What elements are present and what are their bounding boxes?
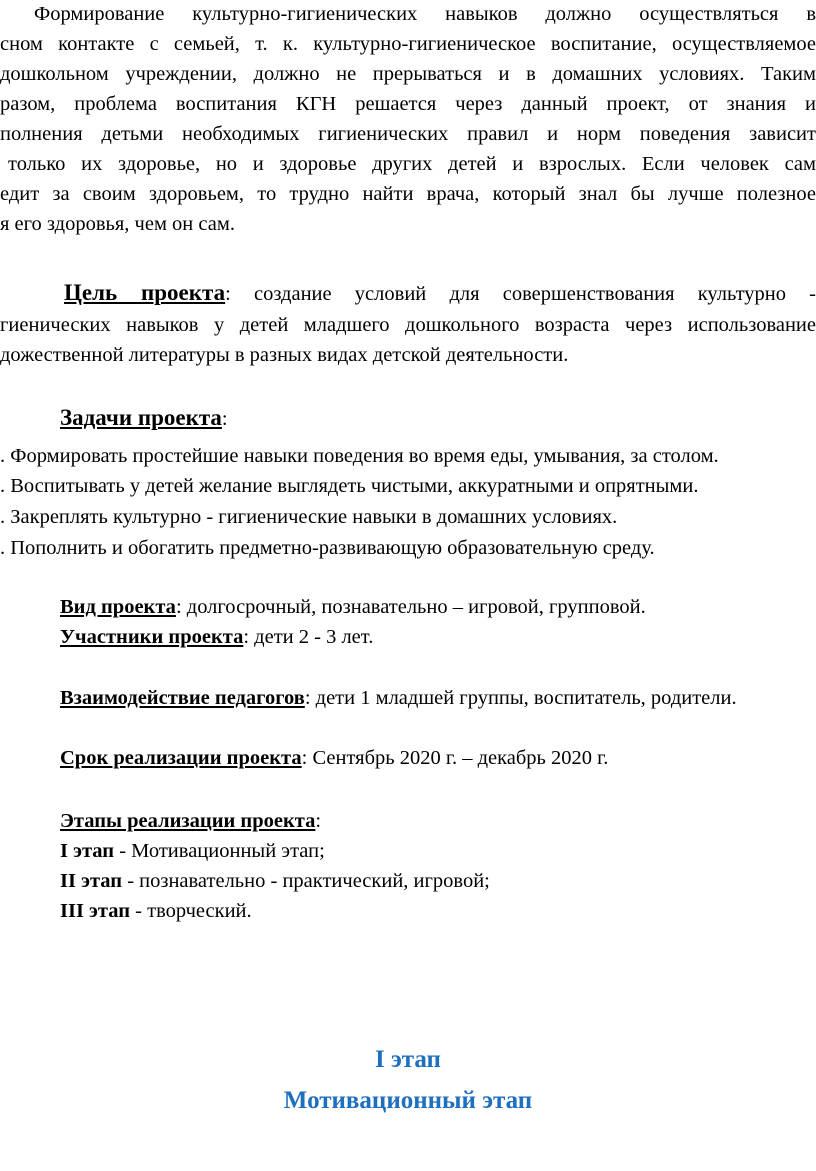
project-type-label: Вид проекта: [60, 596, 176, 618]
interaction-value: дети 1 младшей группы, воспитатель, родители.: [310, 687, 737, 709]
intro-line: дошкольном учреждении, должно не прерываться и в домашних условиях. Таким: [0, 63, 816, 85]
tasks-colon: :: [221, 408, 228, 430]
intro-line: Формирование культурно-гигиенических навыков должно осуществляться в: [34, 3, 816, 25]
project-type-colon: :: [175, 596, 182, 618]
participants-label: Участники проекта: [60, 626, 244, 648]
stages-label: Этапы реализации проекта: [60, 810, 316, 832]
task-item: . Пополнить и обогатить предметно-развивающую образовательную среду.: [0, 537, 655, 559]
intro-line: разом, проблема воспитания КГН решается через данный проект, от знания и: [0, 93, 816, 115]
goal-colon: :: [225, 283, 231, 305]
project-type: [60, 595, 646, 619]
project-participants: [60, 625, 373, 649]
goal-label: Цель проекта: [64, 280, 226, 305]
stage-name: II этап: [60, 870, 123, 892]
term-label: Срок реализации проекта: [60, 747, 302, 769]
goal-line: гиенических навыков у детей младшего дошкольного возраста через использование: [0, 314, 816, 336]
interaction-colon: :: [304, 687, 311, 709]
stage-text: - творческий.: [130, 900, 252, 922]
tasks-heading: [60, 406, 228, 431]
term-value: Сентябрь 2020 г. – декабрь 2020 г.: [307, 747, 609, 769]
task-item: . Воспитывать у детей желание выглядеть чистыми, аккуратными и опрятными.: [0, 475, 699, 497]
intro-line: едит за своим здоровьем, то трудно найти врача, который знал бы лучше полезное: [0, 183, 816, 205]
interaction-label: Взаимодействие педагогов: [60, 687, 305, 709]
goal-line: [0, 281, 816, 306]
task-item: . Формировать простейшие навыки поведения во время еды, умывания, за столом.: [0, 445, 719, 467]
section-subtitle: Мотивационный этап: [283, 1087, 533, 1114]
intro-line: только их здоровье, но и здоровье других детей и взрослых. Если человек сам: [8, 153, 816, 175]
intro-line: сном контакте с семьей, т. к. культурно-гигиеническое воспитание, осуществляемое: [0, 33, 816, 55]
project-term: [60, 746, 608, 770]
stage-item: [60, 839, 325, 863]
intro-line: полнения детьми необходимых гигиенических правил и норм поведения зависит: [0, 123, 816, 145]
stage-item: [60, 869, 490, 893]
stage-item: [60, 899, 252, 923]
task-item: . Закреплять культурно - гигиенические навыки в домашних условиях.: [0, 506, 618, 528]
stage-text: - познавательно - практический, игровой;: [122, 870, 490, 892]
goal-text: создание условий для совершенствования культурно -: [230, 283, 816, 305]
stage-name: III этап: [60, 900, 131, 922]
goal-line: дожественной литературы в разных видах детской деятельности.: [0, 344, 569, 366]
section-title: I этап: [375, 1046, 441, 1073]
term-colon: :: [301, 747, 308, 769]
stages-colon: :: [315, 810, 322, 832]
teacher-interaction: [60, 686, 737, 710]
intro-line: я его здоровья, чем он сам.: [0, 213, 235, 235]
stage-name: I этап: [60, 840, 115, 862]
stages-heading: [60, 809, 321, 833]
tasks-label: Задачи проекта: [60, 405, 222, 430]
project-type-value: долгосрочный, познавательно – игровой, групповой.: [181, 596, 646, 618]
participants-colon: :: [243, 626, 250, 648]
participants-value: дети 2 - 3 лет.: [249, 626, 374, 648]
stage-text: - Мотивационный этап;: [114, 840, 325, 862]
